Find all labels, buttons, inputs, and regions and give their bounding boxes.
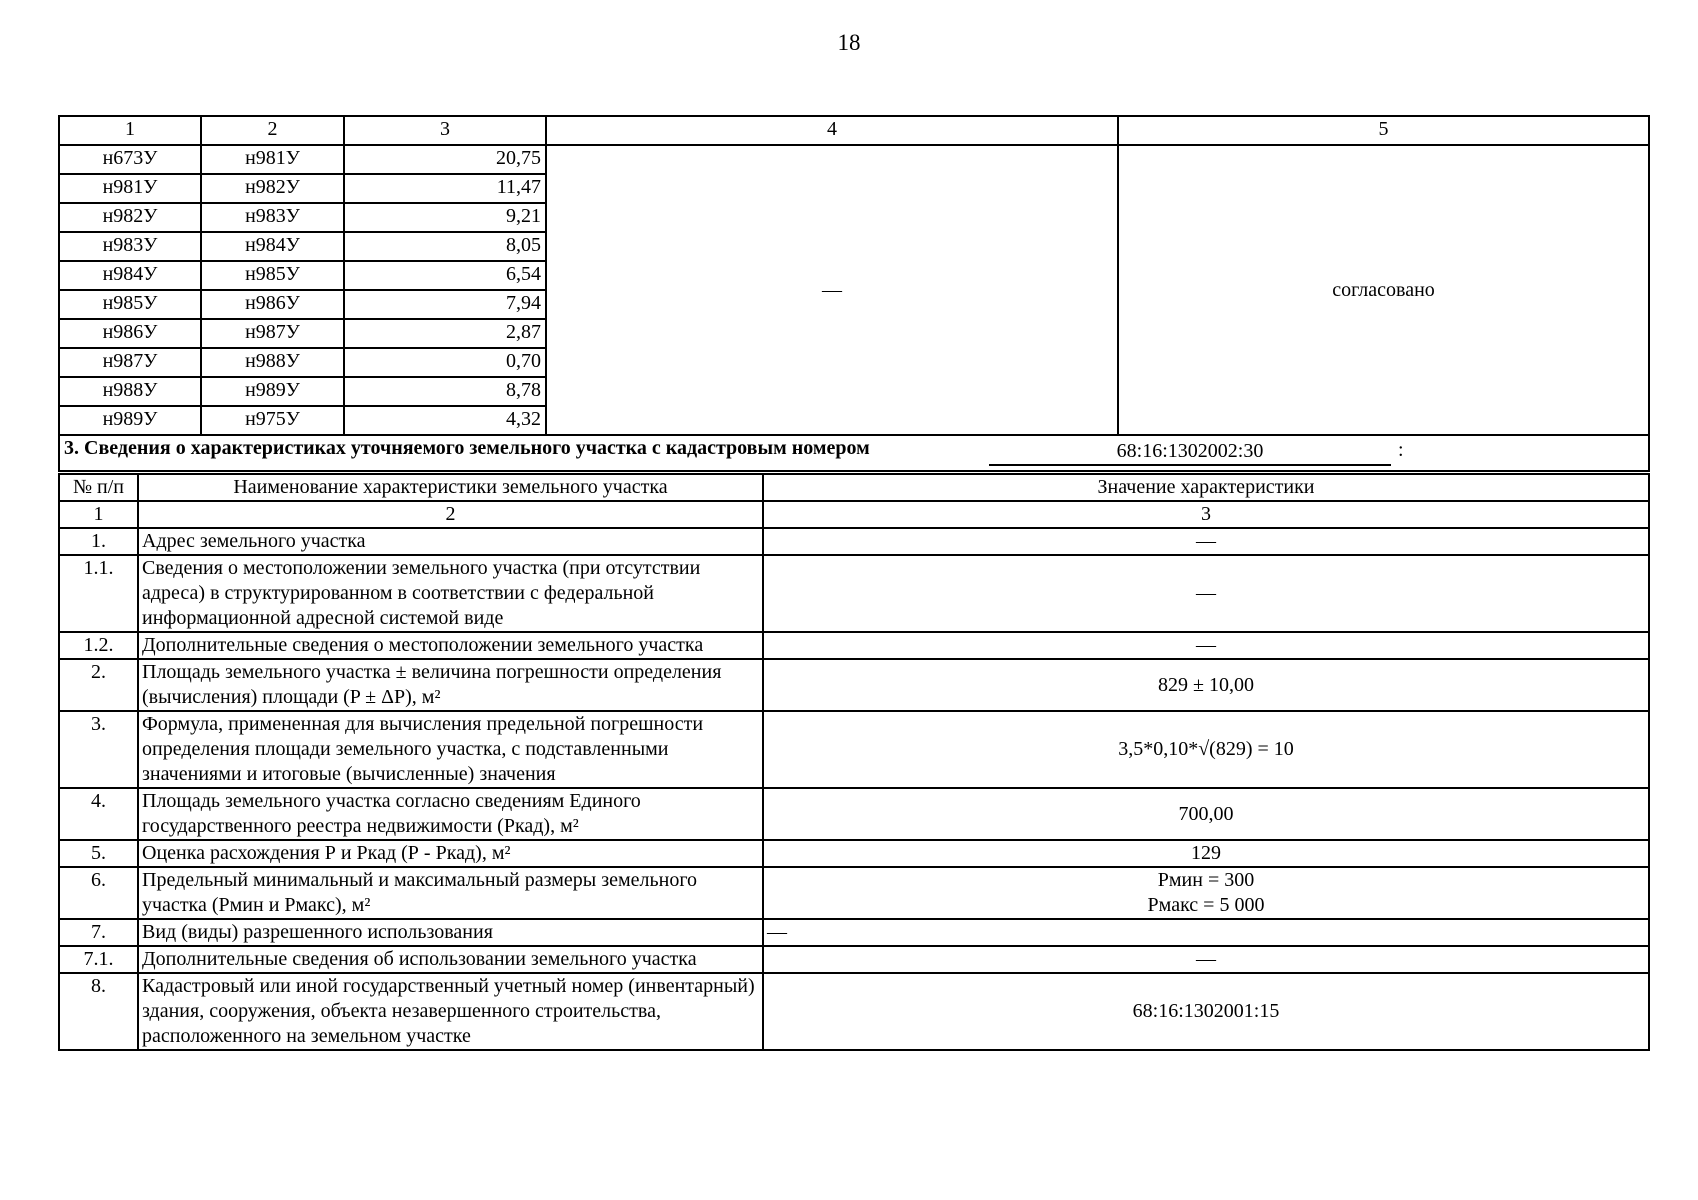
- characteristic-value: 68:16:1302001:15: [763, 973, 1649, 1050]
- characteristic-row: [59, 840, 1649, 867]
- characteristic-number: 7.: [59, 919, 138, 946]
- boundary-point-to: н975У: [201, 406, 344, 435]
- characteristic-row: [59, 973, 1649, 1050]
- characteristic-value: —: [763, 528, 1649, 555]
- boundary-point-to: н988У: [201, 348, 344, 377]
- boundary-point-to: н985У: [201, 261, 344, 290]
- boundary-length: 8,78: [344, 377, 546, 406]
- characteristic-value: [763, 867, 1649, 919]
- section3-title: 3. Сведения о характеристиках уточняемого земельного участка с кадастровым номером: [64, 437, 870, 459]
- boundary-point-from: н983У: [59, 232, 201, 261]
- characteristic-number: 7.1.: [59, 946, 138, 973]
- characteristic-value: —: [763, 946, 1649, 973]
- characteristics-header: [59, 474, 1649, 501]
- cadastral-number: 68:16:1302002:30: [989, 438, 1391, 466]
- boundary-point-from: н982У: [59, 203, 201, 232]
- characteristics-table: [58, 473, 1650, 1051]
- characteristic-number: 2.: [59, 659, 138, 711]
- characteristic-name: Вид (виды) разрешенного использования: [138, 919, 763, 946]
- characteristic-number: 8.: [59, 973, 138, 1050]
- boundary-point-from: н673У: [59, 145, 201, 174]
- characteristic-value: —: [763, 919, 1649, 946]
- boundary-length: 0,70: [344, 348, 546, 377]
- characteristic-number: 5.: [59, 840, 138, 867]
- boundary-point-to: н981У: [201, 145, 344, 174]
- column-header: 4: [546, 116, 1118, 145]
- characteristic-row: [59, 659, 1649, 711]
- boundary-column5-value: согласовано: [1118, 145, 1649, 435]
- characteristic-name: Площадь земельного участка согласно сведениям Единого государственного реестра недвижимости (Ркад), м²: [138, 788, 763, 840]
- boundary-length: 8,05: [344, 232, 546, 261]
- column-header-value: Значение характеристики: [763, 474, 1649, 501]
- section3-header-row: [59, 435, 1649, 471]
- characteristics-column-numbers: [59, 501, 1649, 528]
- characteristic-name: Оценка расхождения Р и Ркад (Р - Ркад), м²: [138, 840, 763, 867]
- characteristic-row: [59, 632, 1649, 659]
- boundary-point-to: н982У: [201, 174, 344, 203]
- boundary-point-from: н987У: [59, 348, 201, 377]
- column-header: 1: [59, 116, 201, 145]
- boundary-length: 7,94: [344, 290, 546, 319]
- boundary-length: 6,54: [344, 261, 546, 290]
- boundary-length: 2,87: [344, 319, 546, 348]
- column-number: 3: [763, 501, 1649, 528]
- characteristic-row: [59, 528, 1649, 555]
- boundary-point-from: н989У: [59, 406, 201, 435]
- boundary-point-to: н984У: [201, 232, 344, 261]
- characteristic-row: [59, 946, 1649, 973]
- section3-colon: :: [1398, 439, 1404, 461]
- characteristic-value: 700,00: [763, 788, 1649, 840]
- boundary-length: 20,75: [344, 145, 546, 174]
- characteristic-number: 3.: [59, 711, 138, 788]
- column-header: 3: [344, 116, 546, 145]
- characteristic-name: Формула, примененная для вычисления предельной погрешности определения площади земельного участка, с подставленными значениями и итоговые (вычисленные) значения: [138, 711, 763, 788]
- characteristic-value: 129: [763, 840, 1649, 867]
- boundary-point-from: н984У: [59, 261, 201, 290]
- boundary-length: 9,21: [344, 203, 546, 232]
- characteristic-name: Дополнительные сведения об использовании земельного участка: [138, 946, 763, 973]
- characteristic-name: Сведения о местоположении земельного участка (при отсутствии адреса) в структурированном в соответствии с федеральной информационной адресной системой виде: [138, 555, 763, 632]
- boundary-table-header: [59, 116, 1649, 145]
- characteristic-row: [59, 711, 1649, 788]
- boundary-point-to: н986У: [201, 290, 344, 319]
- boundary-row: [59, 145, 1649, 174]
- column-header-name: Наименование характеристики земельного участка: [138, 474, 763, 501]
- characteristic-number: 6.: [59, 867, 138, 919]
- section3-header-cell: [59, 435, 1649, 471]
- characteristic-number: 1.: [59, 528, 138, 555]
- boundary-point-from: н981У: [59, 174, 201, 203]
- characteristic-number: 1.2.: [59, 632, 138, 659]
- column-number: 1: [59, 501, 138, 528]
- column-header: 5: [1118, 116, 1649, 145]
- characteristic-row: [59, 555, 1649, 632]
- boundary-point-to: н983У: [201, 203, 344, 232]
- characteristic-value-line: Pмакс = 5 000: [1147, 894, 1265, 916]
- characteristic-value: 829 ± 10,00: [763, 659, 1649, 711]
- boundary-column4-value: —: [546, 145, 1118, 435]
- characteristic-name: Дополнительные сведения о местоположении земельного участка: [138, 632, 763, 659]
- boundary-point-from: н988У: [59, 377, 201, 406]
- boundary-table: [58, 115, 1650, 472]
- characteristic-row: [59, 919, 1649, 946]
- characteristic-name: Предельный минимальный и максимальный размеры земельного участка (Pмин и Pмакс), м²: [138, 867, 763, 919]
- boundary-point-from: н985У: [59, 290, 201, 319]
- boundary-point-to: н989У: [201, 377, 344, 406]
- characteristic-number: 4.: [59, 788, 138, 840]
- column-header-number: № п/п: [59, 474, 138, 501]
- characteristic-value: —: [763, 632, 1649, 659]
- characteristic-number: 1.1.: [59, 555, 138, 632]
- boundary-length: 11,47: [344, 174, 546, 203]
- characteristic-name: Площадь земельного участка ± величина погрешности определения (вычисления) площади (P ± ΔP), м²: [138, 659, 763, 711]
- characteristic-name: Кадастровый или иной государственный учетный номер (инвентарный) здания, сооружения, объекта незавершенного строительства, расположенного на земельном участке: [138, 973, 763, 1050]
- boundary-length: 4,32: [344, 406, 546, 435]
- column-number: 2: [138, 501, 763, 528]
- boundary-point-to: н987У: [201, 319, 344, 348]
- characteristic-value: —: [763, 555, 1649, 632]
- column-header: 2: [201, 116, 344, 145]
- boundary-point-from: н986У: [59, 319, 201, 348]
- characteristic-row: [59, 867, 1649, 919]
- page-number: 18: [837, 30, 861, 55]
- characteristic-name: Адрес земельного участка: [138, 528, 763, 555]
- characteristic-value: 3,5*0,10*√(829) = 10: [763, 711, 1649, 788]
- characteristic-value-line: Pмин = 300: [1157, 869, 1255, 891]
- characteristic-row: [59, 788, 1649, 840]
